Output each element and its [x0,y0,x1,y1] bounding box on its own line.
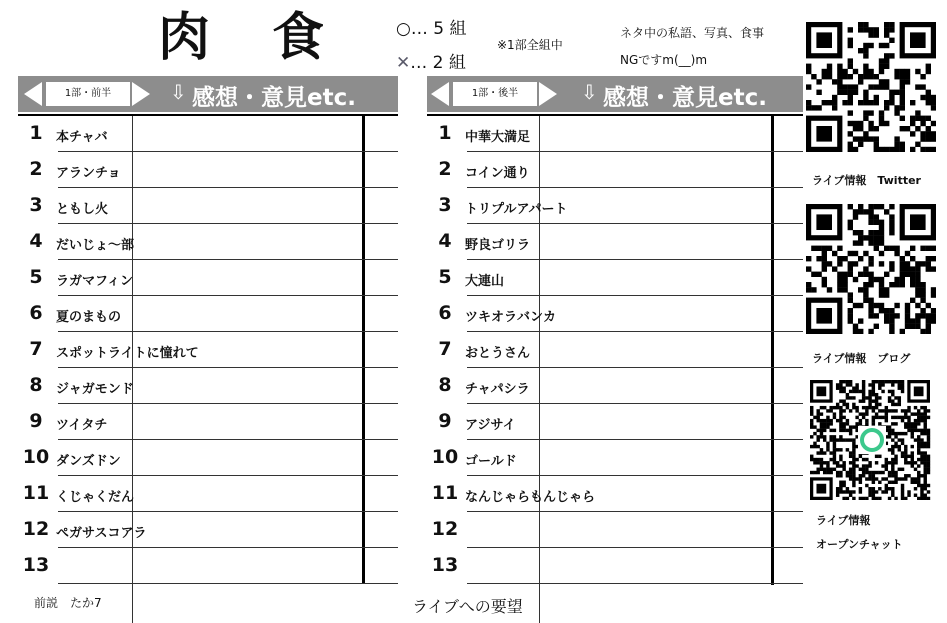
title-char-2: 食 [272,7,325,68]
right-header-bar [427,76,803,112]
qr-code-openchat[interactable] [810,380,934,500]
row-name: 夏のまもの [56,310,122,325]
row-name: ともし火 [56,202,109,217]
row-number: 5 [438,266,452,288]
row-number: 11 [22,482,50,504]
row-name: だいじょ～部 [56,238,135,253]
qr-code-blog[interactable] [806,204,936,334]
row-number: 10 [431,446,459,468]
table-row [427,188,803,224]
row-name: アランチョ [56,166,121,181]
row-number: 8 [438,374,452,396]
table-row [18,368,398,404]
note-right-line1: ネタ中の私語、写真、食事 [620,26,765,40]
row-name: ペガサスコアラ [56,526,147,541]
legend-circle [396,14,466,39]
footer-divider [132,583,133,623]
table-row [18,116,398,152]
right-header-title: 感想・意見etc. [603,85,767,111]
legend-circle-text: … 5 組 [410,19,467,39]
table-row [427,152,803,188]
row-number: 3 [438,194,452,216]
row-number: 6 [438,302,452,324]
left-arrow-icon[interactable] [24,82,42,106]
qr-caption-openchat-1: ライブ情報 [816,514,871,527]
table-row [427,116,803,152]
row-name: くじゃくだん [56,490,135,505]
row-number: 12 [431,518,459,540]
row-number: 1 [29,122,43,144]
row-line [467,583,803,584]
note-right-line2: NGですm(__)m [620,53,708,67]
table-row [427,476,803,512]
row-number: 8 [29,374,43,396]
row-name: 中華大満足 [465,130,531,145]
table-row [427,512,803,548]
left-section-label: 1部・前半 [46,82,130,106]
row-number: 2 [438,158,452,180]
row-number: 9 [29,410,43,432]
table-row [18,440,398,476]
row-number: 11 [431,482,459,504]
right-arrow-icon[interactable] [132,82,150,106]
row-name: ジャガモンド [56,382,134,397]
table-row [18,476,398,512]
table-row [427,368,803,404]
table-row [18,152,398,188]
row-number: 13 [431,554,459,576]
row-number: 6 [29,302,43,324]
table-row [18,296,398,332]
row-name: ツキオラバンカ [465,310,557,325]
qr-code-twitter[interactable] [806,22,936,152]
right-footer: ライブへの要望 [412,597,523,616]
row-number: 10 [22,446,50,468]
row-line [58,583,398,584]
row-name: ゴールド [465,454,517,469]
row-number: 9 [438,410,452,432]
legend-cross-text: … 2 組 [410,53,466,73]
row-number: 12 [22,518,50,540]
row-number: 3 [29,194,43,216]
table-row [18,404,398,440]
row-number: 7 [438,338,452,360]
row-name: 野良ゴリラ [465,238,531,253]
table-row [427,440,803,476]
down-arrow-icon: ⇩ [170,80,187,104]
row-name: 大連山 [465,274,505,289]
table-row [18,512,398,548]
right-arrow-icon[interactable] [539,82,557,106]
table-row [427,404,803,440]
table-row [18,260,398,296]
qr-caption-blog: ライブ情報 ブログ [812,352,911,365]
row-name: おとうさん [465,346,531,361]
title-char-1: 肉 [158,7,211,68]
table-row [427,296,803,332]
row-number: 7 [29,338,43,360]
down-arrow-icon: ⇩ [581,80,598,104]
right-panel [427,76,803,623]
table-row [18,224,398,260]
left-header-title: 感想・意見etc. [192,85,356,111]
cross-icon: ✕ [396,53,411,73]
row-name: ツイタチ [56,418,108,433]
row-number: 5 [29,266,43,288]
row-name: アジサイ [465,418,516,433]
table-row [18,548,398,584]
table-row [18,188,398,224]
row-number: 13 [22,554,50,576]
row-name: チャパシラ [465,382,530,397]
left-panel [18,76,398,623]
row-name: スポットライトに憧れて [56,346,199,361]
legend-cross [396,48,466,73]
left-arrow-icon[interactable] [431,82,449,106]
row-name: なんじゃらもんじゃら [465,490,596,505]
note-mid: ※1部全組中 [497,38,563,52]
row-number: 1 [438,122,452,144]
qr-caption-twitter: ライブ情報 Twitter [812,174,921,187]
row-number: 4 [438,230,452,252]
table-row [427,548,803,584]
table-row [18,332,398,368]
circle-icon: ○ [396,19,411,39]
row-name: ラガマフィン [56,274,133,289]
table-row [427,224,803,260]
row-name: コイン通り [465,166,530,181]
table-row [427,260,803,296]
right-section-label: 1部・後半 [453,82,537,106]
qr-caption-openchat-2: オープンチャット [816,538,903,551]
row-name: ダンズドン [56,454,121,469]
left-header-bar [18,76,398,112]
row-number: 4 [29,230,43,252]
row-name: トリプルアパート [465,202,568,217]
left-footer: 前説 たか7 [34,596,102,610]
table-row [427,332,803,368]
row-number: 2 [29,158,43,180]
row-name: 本チャバ [56,130,108,145]
